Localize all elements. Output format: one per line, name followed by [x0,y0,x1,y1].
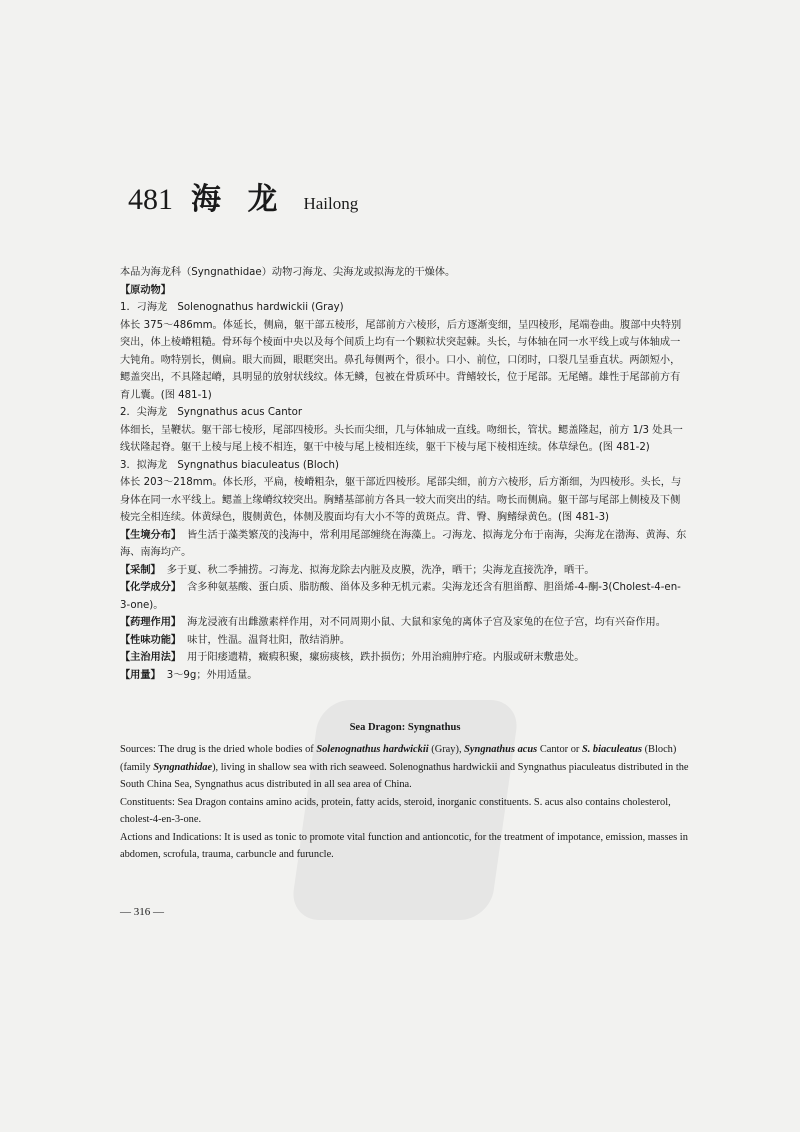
page-number: — 316 — [120,906,164,918]
dosage-header: 【用量】 [120,669,161,681]
intro-paragraph: 本品为海龙科（Syngnathidae）动物刁海龙、尖海龙或拟海龙的干燥体。 [120,267,456,278]
english-title: Sea Dragon: Syngnathus [349,722,461,733]
species-2-title: 2．尖海龙 Syngnathus acus Cantor [120,407,303,418]
pharmacology-text: 海龙浸液有出雌激素样作用，对不同周期小鼠、大鼠和家兔的离体子宫及家兔的在位子宫，均有兴奋作用。 [187,617,666,628]
chinese-text-body [120,264,690,684]
species-3-description: 体长 203～218mm。体长形，平扁，棱嵴粗杂，躯干部近四棱形。尾部尖细，前方六棱形，后方渐细，为四棱形。头长，与身体在同一水平线上。鳃盖上缘嵴纹较突出。胸鳍基部前方各具一较大而突出的结。吻长而侧扁。躯干部与尾部上侧棱及下侧棱完全相连续。体黄绿色，腹侧黄色，体侧及腹面均有大小不等的黄斑点。背、臀、胸鳍绿黄色。(图 481-3) [120,477,682,523]
usage-section [120,649,690,667]
collect-section [120,562,690,580]
chemistry-text: 含多种氨基酸、蛋白质、脂肪酸、甾体及多种无机元素。尖海龙还含有胆甾醇、胆甾烯-4-酮-3(Cholest-4-en-3-one)。 [120,582,681,611]
entry-title-chinese: 海 龙 [191,182,286,217]
habitat-header: 【生境分布】 [120,529,182,541]
english-text-body [120,741,690,864]
collect-header: 【采制】 [120,564,161,576]
dosage-section [120,667,690,685]
species-2-description: 体细长，呈鞭状。躯干部七棱形，尾部四棱形。头长而尖细，几与体轴成一直线。吻细长，管状。鳃盖隆起，前方 1/3 处具一线状隆起脊。躯干上棱与尾上棱不相连，躯干中棱与尾上棱相连续，躯干下棱与尾下棱相连续。体草绿色。(图 481-2) [120,424,683,453]
collect-text: 多于夏、秋二季捕捞。刁海龙、拟海龙除去内脏及皮膜，洗净，晒干；尖海龙直接洗净，晒干。 [166,564,595,576]
pharmacology-section [120,614,690,632]
dosage-text: 3～9g；外用适量。 [166,669,258,681]
english-sources [120,741,690,794]
chemistry-header: 【化学成分】 [120,582,182,593]
species-3-title: 3．拟海龙 Syngnathus biaculeatus (Bloch) [120,459,339,471]
usage-text: 用于阳痿遗精，癥瘕积聚，瘰疬痰核，跌扑损伤；外用治痈肿疔疮。内服或研末敷患处。 [187,652,585,663]
sources-species-2: Syngnathus acus [464,744,538,755]
english-actions: Actions and Indications: It is used as tonic to promote vital function and antioncotic, for the treatment of impotance, emission, masses in abdomen, scrofula, trauma, carbuncle and furuncle. [120,831,688,860]
english-constituents: Constituents: Sea Dragon contains amino acids, protein, fatty acids, steroid, inorganic constituents. S. acus also contains cholesterol, cholest-4-en-3-one. [120,796,671,825]
habitat-text: 皆生活于藻类繁茂的浅海中，常利用尾部缠绕在海藻上。刁海龙、拟海龙分布于南海，尖海龙在渤海、黄海、东海、南海均产。 [120,529,687,558]
sources-text-e: ), living in shallow sea with rich seaweed. Solenognathus hardwickii and Syngnathus piaculeatus distributed in the South China Sea, Syngnathus acus distributed in all sea area of China. [120,761,689,790]
taste-header: 【性味功能】 [120,634,182,646]
entry-title-pinyin: Hailong [303,194,359,213]
sources-species-3: S. biaculeatus [581,744,642,755]
taste-section [120,632,690,650]
sources-text-b: (Gray), [428,744,465,755]
chemistry-section [120,579,690,614]
pharmacology-header: 【药理作用】 [120,617,182,628]
sources-family: Syngnathidae [153,761,213,773]
taste-text: 味甘，性温。温肾壮阳，散结消肿。 [187,634,351,646]
species-1-title: 1．刁海龙 Solenognathus hardwickii (Gray) [120,302,344,313]
usage-header: 【主治用法】 [120,652,182,663]
species-1-description: 体长 375～486mm。体延长，侧扁，躯干部五棱形，尾部前方六棱形，后方逐渐变细，呈四棱形，尾端卷曲。腹部中央特别突出，体上棱嵴粗糙。骨环每个棱面中央以及每个间质上均有一个颗粒状突起棘。头长，与体轴在同一水平线上或与体轴成一大钝角。吻特别长，侧扁。眼大而圆，眼眶突出。鼻孔每侧两个，很小。口小、前位，口闭时，口裂几呈垂直状。两颌短小，鳃盖突出，不具隆起嵴，具明显的放射状线纹。体无鳞，包被在骨质环中。背鳍较长，位于尾部。无尾鳍。雄性于尾部前方有育儿囊。(图 481-1) [120,319,682,401]
habitat-section [120,527,690,562]
origin-section-header: 【原动物】 [120,284,171,296]
sources-text-d: (Bloch) (family [120,744,677,773]
entry-number: 481 [128,183,173,216]
sources-text-c: Cantor or [537,744,582,755]
entry-title [128,174,358,218]
sources-text-a: Sources: The drug is the dried whole bodies of [120,744,317,755]
sources-species-1: Solenognathus hardwickii [316,744,429,755]
